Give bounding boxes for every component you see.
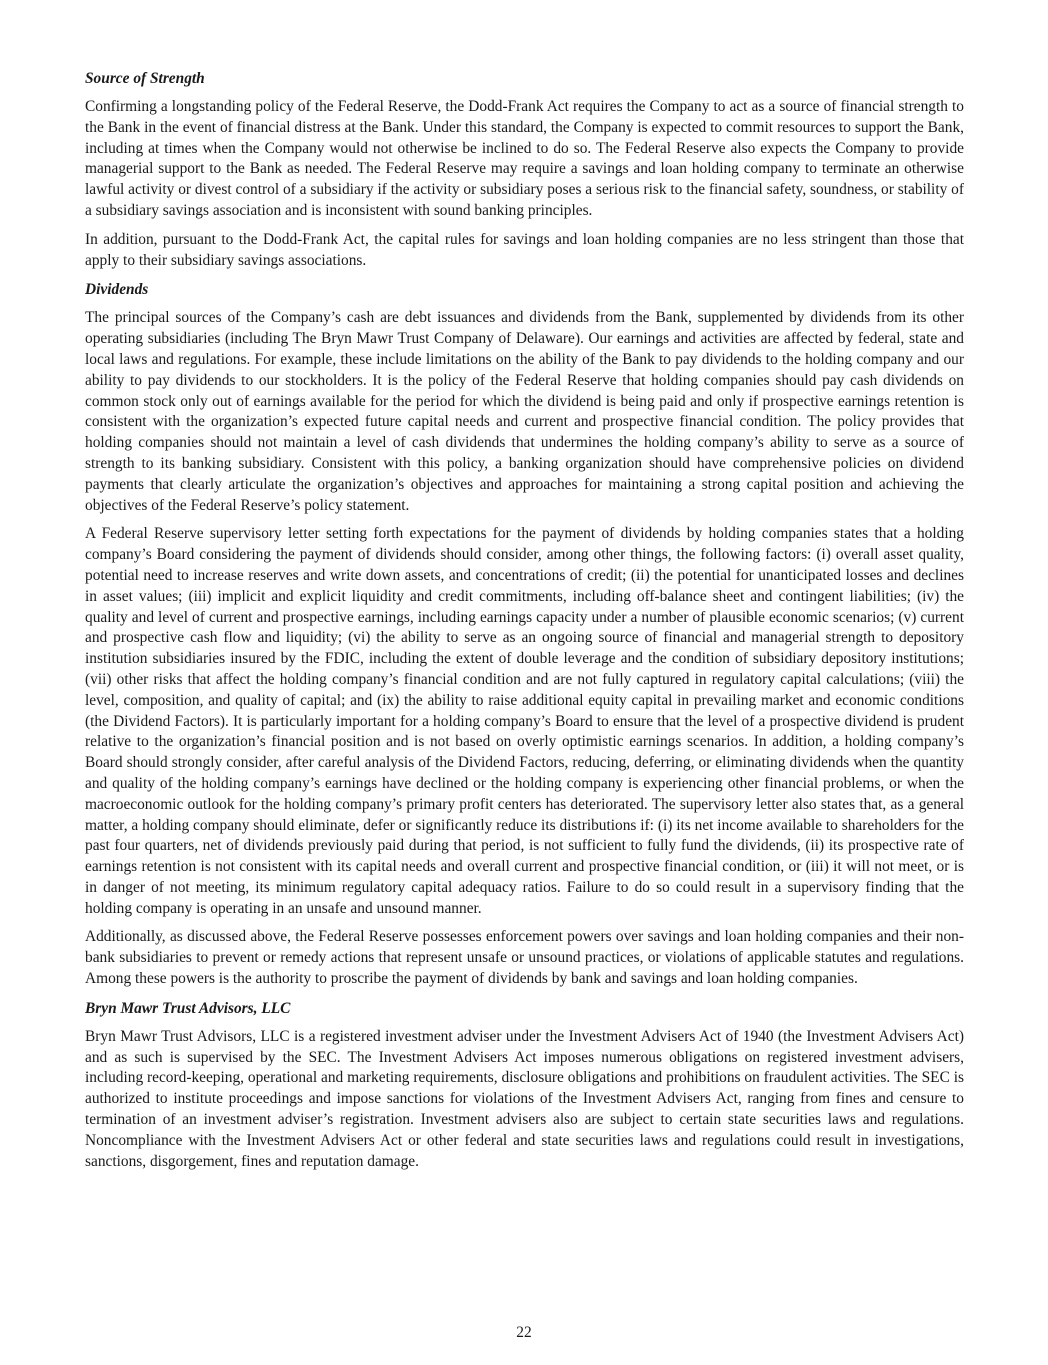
page-number: 22 (516, 1324, 532, 1341)
section-bryn-mawr-trust-advisors (85, 998, 964, 1173)
document-body (85, 68, 964, 1180)
section-heading: Dividends (85, 281, 149, 299)
paragraph: Additionally, as discussed above, the Federal Reserve possesses enforcement powers over savings and loan holding companies and their non-bank subsidiaries to prevent or remedy actions that represent unsafe or unsound practices, or violations of applicable statutes and regulations. Among these powers is the authority to proscribe the payment of dividends by bank and savings and loan holding companies. (85, 928, 964, 988)
paragraph: The principal sources of the Company’s cash are debt issuances and dividends from the Bank, supplemented by dividends from its other operating subsidiaries (including The Bryn Mawr Trust Company of Delaware). Our earnings and activities are affected by federal, state and local laws and regulations. For example, these include limitations on the ability of the Bank to pay dividends to the holding company and our ability to pay dividends to our stockholders. It is the policy of the Federal Reserve that holding companies should pay cash dividends on common stock only out of earnings available for the period for which the dividend is being paid and only if prospective earnings retention is consistent with the organization’s expected future capital needs and current and prospective financial condition. The policy provides that holding companies should not maintain a level of cash dividends that undermines the holding company’s ability to serve as a source of strength to its banking subsidiary. Consistent with this policy, a banking organization should have comprehensive policies on dividend payments that clearly articulate the organization’s objectives and approaches for maintaining a strong capital position and achieving the objectives of the Federal Reserve’s policy statement. (85, 309, 964, 514)
section-heading: Bryn Mawr Trust Advisors, LLC (85, 999, 291, 1017)
section-heading: Source of Strength (85, 70, 205, 87)
paragraph: In addition, pursuant to the Dodd-Frank Act, the capital rules for savings and loan holding companies are no less stringent than those that apply to their subsidiary savings associations. (85, 230, 964, 269)
paragraph: Confirming a longstanding policy of the Federal Reserve, the Dodd-Frank Act requires the Company to act as a source of financial strength to the Bank in the event of financial distress at the Bank. Under this standard, the Company is expected to commit resources to support the Bank, including at times when the Company would not otherwise be inclined to do so. The Federal Reserve also expects the Company to provide managerial support to the Bank as needed. The Federal Reserve may require a savings and loan holding company to terminate an otherwise lawful activity or divest control of a subsidiary if the activity or subsidiary poses a serious risk to the financial safety, soundness, or stability of a subsidiary savings association and is inconsistent with sound banking principles. (85, 98, 964, 219)
section-source-of-strength (85, 68, 964, 271)
paragraph: A Federal Reserve supervisory letter setting forth expectations for the payment of dividends by holding companies states that a holding company’s Board considering the payment of dividends should consider, among other things, the following factors: (i) overall asset quality, potential need to increase reserves and write down assets, and concentrations of credit; (ii) the potential for unanticipated losses and declines in asset values; (iii) implicit and explicit liquidity and credit commitments, including off-balance sheet and contingent liabilities; (iv) the quality and level of current and prospective earnings, including earnings capacity under a number of plausible economic scenarios; (v) current and prospective cash flow and liquidity; (vi) the ability to serve as an ongoing source of financial and managerial strength to depository institution subsidiaries insured by the FDIC, including the extent of double leverage and the condition of subsidiary depository institutions; (vii) other risks that affect the holding company’s financial condition and are not fully captured in regulatory capital calculations; (viii) the level, composition, and quality of capital; and (ix) the ability to raise additional equity capital in prevailing market and economic conditions (the Dividend Factors). It is particularly important for a holding company’s Board to ensure that the level of a prospective dividend is prudent relative to the organization’s financial position and is not based on overly optimistic earnings scenarios. In addition, a holding company’s Board should strongly consider, after careful analysis of the Dividend Factors, reducing, deferring, or eliminating dividends when the quantity and quality of the holding company’s earnings have declined or the holding company is experiencing other financial problems, or when the macroeconomic outlook for the holding company’s primary profit centers has deteriorated. The supervisory letter also states that, as a general matter, a holding company should eliminate, defer or significantly reduce its distributions if: (i) its net income available to shareholders for the past four quarters, net of dividends previously paid during that period, is not sufficient to fully fund the dividends, (ii) its prospective rate of earnings retention is not consistent with its capital needs and overall current and prospective financial condition, or (iii) it will not meet, or is in danger of not meeting, its minimum regulatory capital adequacy ratios. Failure to do so could result in a supervisory finding that the holding company is operating in an unsafe and unsound manner. (85, 525, 964, 917)
paragraph: Bryn Mawr Trust Advisors, LLC is a registered investment adviser under the Investment Advisers Act of 1940 (the Investment Advisers Act) and as such is supervised by the SEC. The Investment Advisers Act imposes numerous obligations on registered investment advisers, including record-keeping, operational and marketing requirements, disclosure obligations and prohibitions on fraudulent activities. The SEC is authorized to institute proceedings and impose sanctions for violations of the Investment Advisers Act, ranging from fines and censure to termination of an investment adviser’s registration. Investment advisers also are subject to certain state securities laws and regulations. Noncompliance with the Investment Advisers Act or other federal and state securities laws and regulations could result in investigations, sanctions, disgorgement, fines and reputation damage. (85, 1027, 964, 1170)
section-dividends (85, 279, 964, 990)
